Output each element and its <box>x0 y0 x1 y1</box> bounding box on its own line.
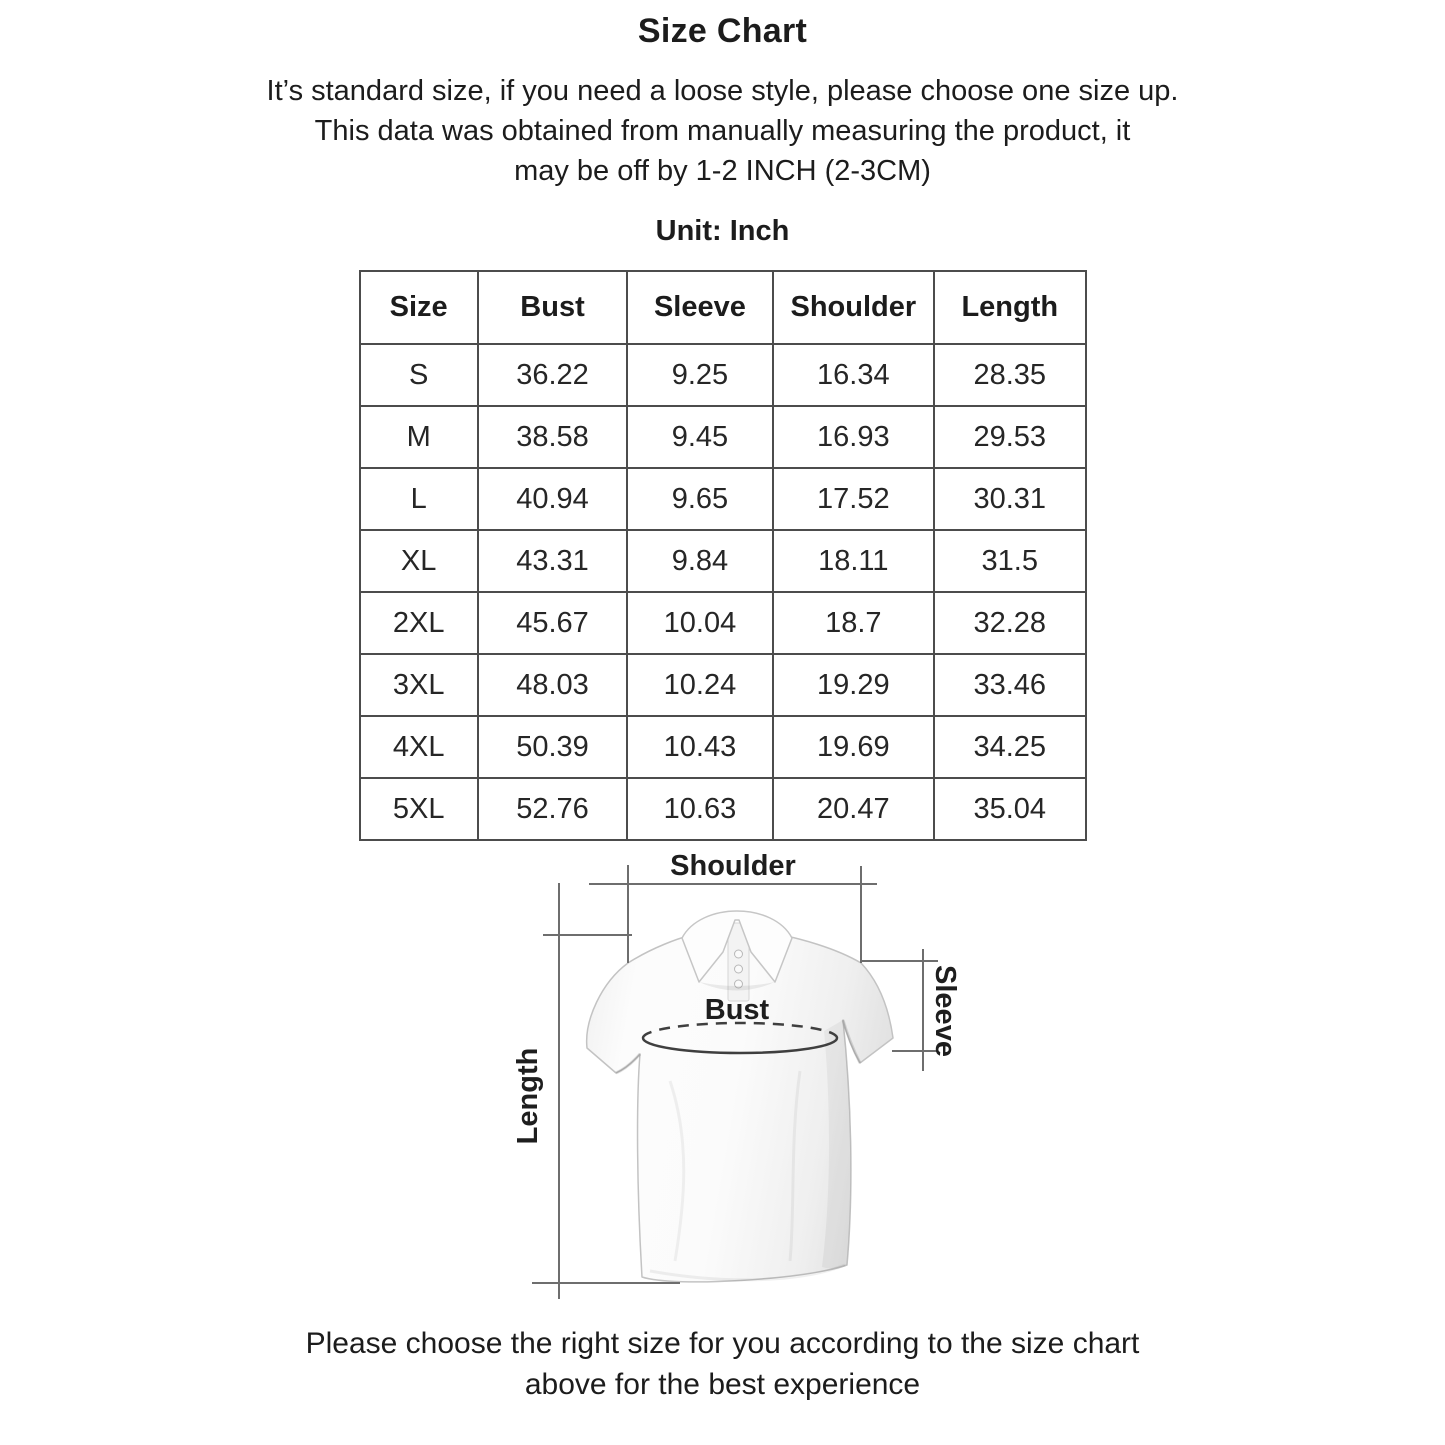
cell-bust: 40.94 <box>478 468 627 530</box>
cell-size: L <box>360 468 478 530</box>
cell-sleeve: 9.25 <box>627 344 772 406</box>
cell-size: XL <box>360 530 478 592</box>
cell-bust: 52.76 <box>478 778 627 840</box>
button-2 <box>734 965 742 973</box>
measurement-diagram <box>490 841 990 1305</box>
column-header-shoulder: Shoulder <box>773 271 934 344</box>
cell-size: 4XL <box>360 716 478 778</box>
cell-length: 33.46 <box>934 654 1085 716</box>
cell-sleeve: 10.43 <box>627 716 772 778</box>
size-note-line-1: It’s standard size, if you need a loose style, please choose one size up. <box>266 75 1179 107</box>
table-row-xl <box>360 530 1086 592</box>
size-note-line-2: This data was obtained from manually measuring the product, it <box>314 115 1131 147</box>
cell-bust: 50.39 <box>478 716 627 778</box>
table-row-s <box>360 344 1086 406</box>
cell-shoulder: 18.7 <box>773 592 934 654</box>
cell-bust: 48.03 <box>478 654 627 716</box>
table-row-2xl <box>360 592 1086 654</box>
footer-line-2: above for the best experience <box>524 1368 921 1401</box>
cell-sleeve: 9.45 <box>627 406 772 468</box>
length-label: Length <box>511 1047 544 1145</box>
cell-bust: 38.58 <box>478 406 627 468</box>
table-row-m <box>360 406 1086 468</box>
unit-label: Unit: Inch <box>655 215 790 247</box>
table-row-4xl <box>360 716 1086 778</box>
cell-size: 2XL <box>360 592 478 654</box>
shoulder-label: Shoulder <box>669 850 796 882</box>
cell-length: 30.31 <box>934 468 1085 530</box>
cell-shoulder: 19.69 <box>773 716 934 778</box>
bust-label: Bust <box>704 994 769 1026</box>
cell-length: 35.04 <box>934 778 1085 840</box>
cell-shoulder: 16.93 <box>773 406 934 468</box>
cell-shoulder: 16.34 <box>773 344 934 406</box>
polo-shirt-illustration <box>586 911 892 1282</box>
page-title: Size Chart <box>637 12 808 50</box>
polo-shirt-figure <box>490 841 990 1305</box>
table-header-row <box>360 271 1086 344</box>
size-table <box>359 270 1087 841</box>
cell-sleeve: 10.04 <box>627 592 772 654</box>
cell-length: 34.25 <box>934 716 1085 778</box>
sleeve-label: Sleeve <box>928 965 961 1057</box>
cell-shoulder: 17.52 <box>773 468 934 530</box>
cell-shoulder: 18.11 <box>773 530 934 592</box>
cell-size: M <box>360 406 478 468</box>
column-header-bust: Bust <box>478 271 627 344</box>
cell-length: 31.5 <box>934 530 1085 592</box>
footer-line-1: Please choose the right size for you according to the size chart <box>305 1327 1140 1360</box>
cell-size: 3XL <box>360 654 478 716</box>
cell-length: 28.35 <box>934 344 1085 406</box>
cell-bust: 36.22 <box>478 344 627 406</box>
column-header-length: Length <box>934 271 1085 344</box>
cell-length: 29.53 <box>934 406 1085 468</box>
cell-sleeve: 9.84 <box>627 530 772 592</box>
column-header-sleeve: Sleeve <box>627 271 772 344</box>
cell-sleeve: 10.24 <box>627 654 772 716</box>
cell-bust: 43.31 <box>478 530 627 592</box>
button-1 <box>734 950 742 958</box>
footer-note <box>0 1323 1445 1405</box>
cell-sleeve: 9.65 <box>627 468 772 530</box>
cell-length: 32.28 <box>934 592 1085 654</box>
table-row-5xl <box>360 778 1086 840</box>
table-row-3xl <box>360 654 1086 716</box>
cell-size: 5XL <box>360 778 478 840</box>
cell-sleeve: 10.63 <box>627 778 772 840</box>
cell-bust: 45.67 <box>478 592 627 654</box>
cell-shoulder: 19.29 <box>773 654 934 716</box>
size-note <box>0 71 1445 191</box>
size-note-line-3: may be off by 1-2 INCH (2-3CM) <box>514 155 931 187</box>
cell-size: S <box>360 344 478 406</box>
column-header-size: Size <box>360 271 478 344</box>
cell-shoulder: 20.47 <box>773 778 934 840</box>
table-row-l <box>360 468 1086 530</box>
